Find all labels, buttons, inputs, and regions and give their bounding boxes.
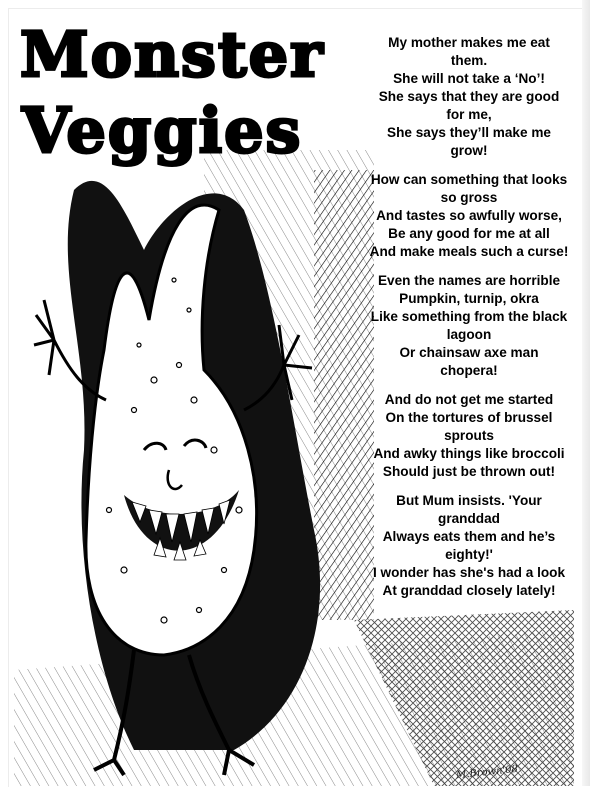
poem-stanza-2 — [366, 171, 572, 261]
poem-stanza-4 — [366, 391, 572, 481]
poem-line: And make meals such a curse! — [369, 244, 569, 259]
poem-line: At granddad closely lately! — [382, 583, 556, 598]
poem-line: I wonder has she's had a look — [372, 565, 566, 580]
page-edge-shadow — [582, 0, 590, 786]
title-line-1: Monster — [20, 18, 325, 91]
poem-line: She says that they are good — [378, 89, 560, 104]
poem-line: But Mum insists. 'Your — [396, 493, 542, 508]
poem-line: sprouts — [444, 428, 494, 443]
title-line-2: Veggies — [22, 94, 303, 167]
poem-line: And awky things like broccoli — [373, 446, 565, 461]
poem-line: chopera! — [440, 363, 498, 378]
poem-line: for me, — [446, 107, 492, 122]
poem-line: Or chainsaw axe man — [399, 345, 539, 360]
poem-line: My mother makes me eat — [388, 35, 550, 50]
poem-stanza-1 — [366, 34, 572, 160]
poem-line: lagoon — [446, 327, 492, 342]
poem-line: grow! — [450, 143, 488, 158]
poem-line: Even the names are horrible — [377, 273, 561, 288]
poem-line: On the tortures of brussel — [385, 410, 553, 425]
poem-line: And tastes so awfully worse, — [376, 208, 562, 223]
poem-line: She will not take a ‘No’! — [393, 71, 545, 86]
poem-line: granddad — [438, 511, 500, 526]
poem-line: so gross — [440, 190, 498, 205]
poem-line: And do not get me started — [384, 392, 554, 407]
poem-line: Pumpkin, turnip, okra — [399, 291, 539, 306]
poem-line: Should just be thrown out! — [382, 464, 556, 479]
poem-stanza-3 — [366, 272, 572, 380]
poem-line: them. — [450, 53, 488, 68]
artist-signature: M.Brown'08 — [455, 763, 519, 782]
poem-stanza-5 — [366, 492, 572, 600]
poem-line: How can something that looks — [370, 172, 568, 187]
poem-line: She says they’ll make me — [387, 125, 551, 140]
poem-text — [366, 34, 572, 611]
poem-line: Like something from the black — [370, 309, 568, 324]
poem-line: Be any good for me at all — [388, 226, 550, 241]
poem-line: eighty!' — [445, 547, 493, 562]
poem-line: Always eats them and he’s — [382, 529, 556, 544]
